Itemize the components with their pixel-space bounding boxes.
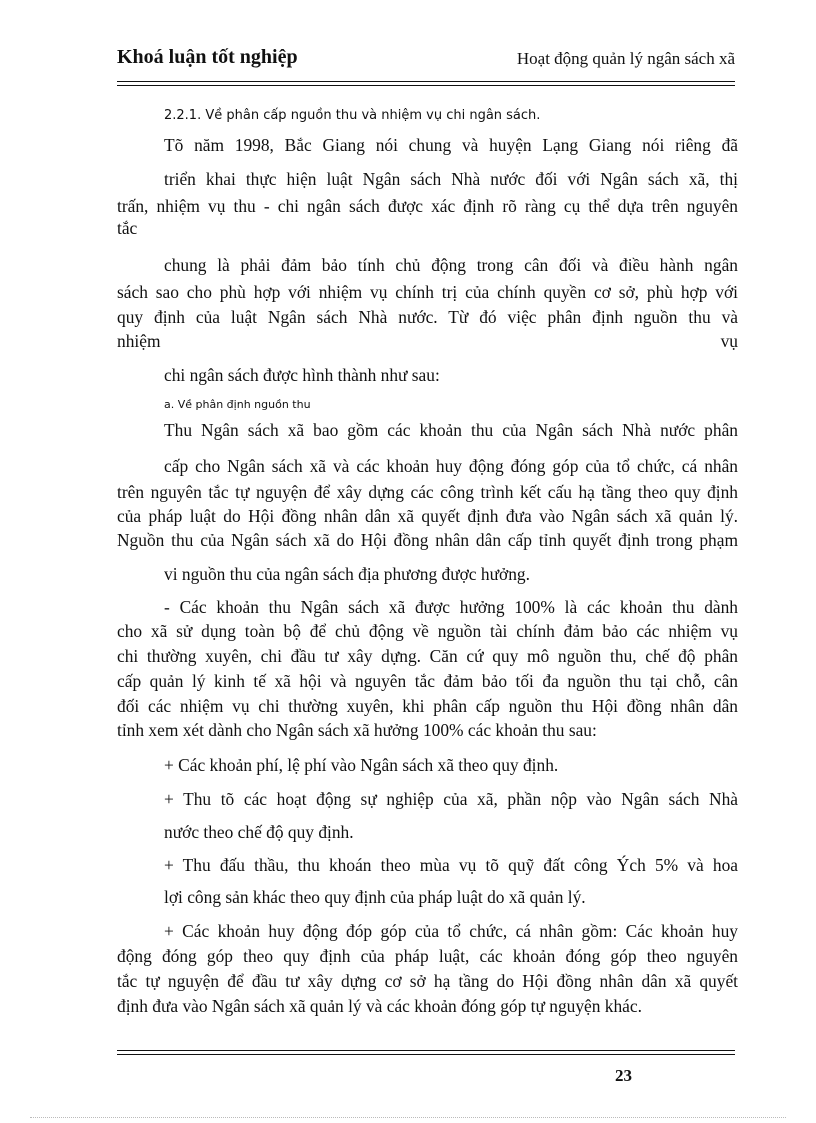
paragraph-line: vi nguồn thu của ngân sách địa phương được hưởng. <box>164 564 530 584</box>
paragraph-line: Tõ năm 1998, Bắc Giang nói chung và huyện Lạng Giang nói riêng đã <box>164 135 738 155</box>
bullet-item-continuation: động đóng góp theo quy định của pháp luật, các khoản đóng góp theo nguyên <box>117 946 738 966</box>
paragraph-line: tỉnh xem xét dành cho Ngân sách xã hưởng 100% các khoản thu sau: <box>117 720 597 740</box>
header-thesis-title: Khoá luận tốt nghiệp <box>117 46 298 68</box>
bullet-item-continuation: tắc tự nguyện để đầu tư xây dựng cơ sở hạ tầng do Hội đồng nhân dân xã quyết <box>117 971 738 991</box>
bullet-item: + Thu tõ các hoạt động sự nghiệp của xã, phần nộp vào Ngân sách Nhà <box>164 789 738 809</box>
header-chapter-title: Hoạt động quản lý ngân sách xã <box>516 49 735 68</box>
bullet-item: + Các khoản huy động đóp góp của tổ chức, cá nhân gồm: Các khoản huy <box>164 921 738 941</box>
paragraph-line: - Các khoản thu Ngân sách xã được hưởng 100% là các khoản thu dành <box>164 597 738 617</box>
paragraph-line: sách sao cho phù hợp với nhiệm vụ chính trị của chính quyền cơ sở, phù hợp với <box>117 282 738 302</box>
page-number: 23 <box>615 1066 632 1085</box>
bullet-item: + Thu đấu thầu, thu khoán theo mùa vụ tõ quỹ đất công Ých 5% và hoa <box>164 855 738 875</box>
footer-rule-top <box>117 1050 735 1051</box>
footer-rule-bottom <box>117 1054 735 1055</box>
bullet-item-continuation: nước theo chế độ quy định. <box>164 822 354 842</box>
bullet-item-continuation: định đưa vào Ngân sách xã quản lý và các khoản đóng góp tự nguyện khác. <box>117 996 642 1016</box>
section-heading-221: 2.2.1. Về phân cấp nguồn thu và nhiệm vụ chi ngân sách. <box>164 108 541 123</box>
paragraph-line: đối các nhiệm vụ chi thường xuyên, khi phân cấp nguồn thu Hội đồng nhân dân <box>117 696 738 716</box>
paragraph-line: Thu Ngân sách xã bao gồm các khoản thu của Ngân sách Nhà nước phân <box>164 420 738 440</box>
paragraph-line: triển khai thực hiện luật Ngân sách Nhà nước đối với Ngân sách xã, thị <box>164 169 738 189</box>
paragraph-line: vụ <box>720 331 738 351</box>
header-rule-top <box>117 81 735 82</box>
paragraph-line: cấp cho Ngân sách xã và các khoản huy động đóng góp của tổ chức, cá nhân <box>164 456 738 476</box>
bullet-item-continuation: lợi công sản khác theo quy định của pháp luật do xã quản lý. <box>164 887 586 907</box>
paragraph-line: cấp quản lý kinh tế xã hội và nguyên tắc đảm bảo tối đa nguồn thu tại chỗ, cân <box>117 671 738 691</box>
paragraph-line: chi ngân sách được hình thành như sau: <box>164 365 440 385</box>
paragraph-line: nhiệm <box>117 331 161 351</box>
page-header <box>117 46 735 76</box>
bullet-item: + Các khoản phí, lệ phí vào Ngân sách xã theo quy định. <box>164 755 559 775</box>
paragraph-line: quy định của luật Ngân sách Nhà nước. Từ đó việc phân định nguồn thu và <box>117 307 738 327</box>
paragraph-line: của pháp luật do Hội đồng nhân dân xã quyết định đưa vào Ngân sách xã quản lý. <box>117 506 738 526</box>
bottom-dotted-line <box>30 1117 786 1118</box>
subsection-heading-a: a. Về phân định nguồn thu <box>164 398 311 411</box>
paragraph-line: chi thường xuyên, chi đầu tư xây dựng. Căn cứ quy mô nguồn thu, chế độ phân <box>117 646 738 666</box>
paragraph-line: cho xã sử dụng toàn bộ để chủ động về nguồn tài chính đảm bảo các nhiệm vụ <box>117 621 738 641</box>
paragraph-line: trấn, nhiệm vụ thu - chi ngân sách được xác định rõ ràng cụ thể dựa trên nguyên <box>117 196 738 216</box>
paragraph-line: Nguồn thu của Ngân sách xã do Hội đồng nhân dân cấp tỉnh quyết định trong phạm <box>117 530 738 550</box>
paragraph-line: trên nguyên tắc tự nguyện để xây dựng các công trình kết cấu hạ tầng theo quy định <box>117 482 738 502</box>
header-rule-bottom <box>117 85 735 86</box>
paragraph-line: chung là phải đảm bảo tính chủ động trong cân đối và điều hành ngân <box>164 255 738 275</box>
paragraph-line: tắc <box>117 218 138 238</box>
